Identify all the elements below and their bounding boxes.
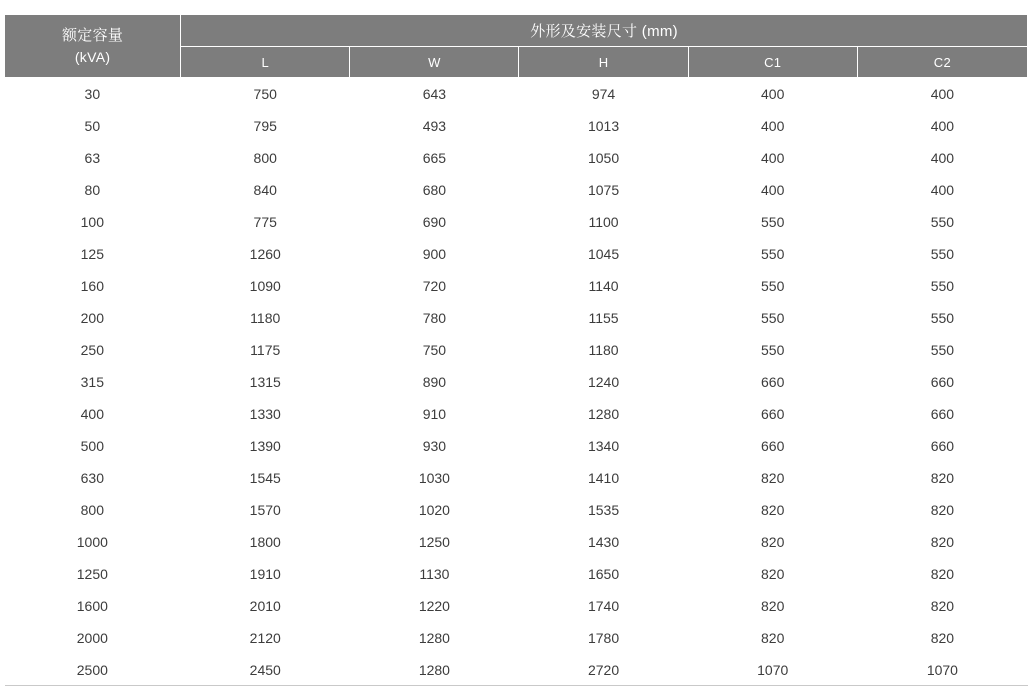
table-row xyxy=(5,398,1028,430)
cell-c2: 820 xyxy=(857,558,1027,590)
header-dim-c2: C2 xyxy=(857,47,1027,78)
cell-c2: 400 xyxy=(857,110,1027,142)
cell-c2: 820 xyxy=(857,462,1027,494)
cell-w: 1280 xyxy=(350,654,519,686)
cell-h: 1410 xyxy=(519,462,688,494)
table-row xyxy=(5,462,1028,494)
cell-c2: 400 xyxy=(857,174,1027,206)
cell-c2: 820 xyxy=(857,622,1027,654)
cell-l: 2010 xyxy=(181,590,350,622)
cell-l: 775 xyxy=(181,206,350,238)
cell-l: 1800 xyxy=(181,526,350,558)
cell-w: 665 xyxy=(350,142,519,174)
table-row xyxy=(5,526,1028,558)
cell-h: 1155 xyxy=(519,302,688,334)
cell-kva: 1600 xyxy=(5,590,181,622)
cell-kva: 1250 xyxy=(5,558,181,590)
cell-l: 1260 xyxy=(181,238,350,270)
cell-w: 1030 xyxy=(350,462,519,494)
table-header xyxy=(5,15,1028,78)
cell-l: 1390 xyxy=(181,430,350,462)
cell-c1: 400 xyxy=(688,110,857,142)
cell-w: 690 xyxy=(350,206,519,238)
header-dim-h: H xyxy=(519,47,688,78)
cell-w: 1130 xyxy=(350,558,519,590)
cell-w: 493 xyxy=(350,110,519,142)
cell-c1: 400 xyxy=(688,78,857,110)
cell-h: 1050 xyxy=(519,142,688,174)
cell-h: 1180 xyxy=(519,334,688,366)
cell-h: 1740 xyxy=(519,590,688,622)
cell-h: 1045 xyxy=(519,238,688,270)
cell-c2: 820 xyxy=(857,494,1027,526)
cell-c2: 820 xyxy=(857,590,1027,622)
table-row xyxy=(5,142,1028,174)
cell-c2: 550 xyxy=(857,270,1027,302)
table-row xyxy=(5,302,1028,334)
cell-l: 840 xyxy=(181,174,350,206)
cell-l: 800 xyxy=(181,142,350,174)
cell-l: 1330 xyxy=(181,398,350,430)
cell-kva: 315 xyxy=(5,366,181,398)
cell-kva: 63 xyxy=(5,142,181,174)
cell-w: 750 xyxy=(350,334,519,366)
table-row xyxy=(5,238,1028,270)
cell-l: 1315 xyxy=(181,366,350,398)
cell-kva: 630 xyxy=(5,462,181,494)
cell-c1: 550 xyxy=(688,270,857,302)
cell-c2: 660 xyxy=(857,398,1027,430)
cell-c1: 660 xyxy=(688,366,857,398)
cell-c1: 550 xyxy=(688,302,857,334)
cell-kva: 250 xyxy=(5,334,181,366)
cell-h: 1013 xyxy=(519,110,688,142)
cell-c1: 820 xyxy=(688,462,857,494)
cell-kva: 100 xyxy=(5,206,181,238)
cell-c2: 550 xyxy=(857,302,1027,334)
cell-kva: 200 xyxy=(5,302,181,334)
table-row xyxy=(5,366,1028,398)
table-body xyxy=(5,78,1028,686)
cell-w: 1020 xyxy=(350,494,519,526)
table-row xyxy=(5,558,1028,590)
cell-h: 974 xyxy=(519,78,688,110)
cell-kva: 50 xyxy=(5,110,181,142)
cell-l: 750 xyxy=(181,78,350,110)
cell-kva: 800 xyxy=(5,494,181,526)
cell-l: 1090 xyxy=(181,270,350,302)
cell-h: 1240 xyxy=(519,366,688,398)
cell-w: 720 xyxy=(350,270,519,302)
cell-kva: 400 xyxy=(5,398,181,430)
cell-l: 795 xyxy=(181,110,350,142)
table-row xyxy=(5,430,1028,462)
cell-h: 1650 xyxy=(519,558,688,590)
cell-w: 890 xyxy=(350,366,519,398)
cell-c1: 550 xyxy=(688,206,857,238)
table-row xyxy=(5,78,1028,110)
cell-w: 1280 xyxy=(350,622,519,654)
table-row xyxy=(5,622,1028,654)
table-row xyxy=(5,494,1028,526)
cell-l: 2450 xyxy=(181,654,350,686)
cell-h: 1780 xyxy=(519,622,688,654)
cell-c2: 660 xyxy=(857,430,1027,462)
cell-c2: 550 xyxy=(857,334,1027,366)
cell-c2: 550 xyxy=(857,238,1027,270)
table-row xyxy=(5,334,1028,366)
cell-l: 2120 xyxy=(181,622,350,654)
cell-h: 1100 xyxy=(519,206,688,238)
cell-c2: 400 xyxy=(857,78,1027,110)
cell-l: 1545 xyxy=(181,462,350,494)
table-row xyxy=(5,654,1028,686)
cell-c1: 820 xyxy=(688,558,857,590)
cell-c1: 660 xyxy=(688,430,857,462)
cell-w: 1220 xyxy=(350,590,519,622)
cell-h: 1340 xyxy=(519,430,688,462)
cell-kva: 160 xyxy=(5,270,181,302)
cell-w: 900 xyxy=(350,238,519,270)
table-row xyxy=(5,206,1028,238)
cell-h: 1140 xyxy=(519,270,688,302)
header-dim-c1: C1 xyxy=(688,47,857,78)
cell-c2: 400 xyxy=(857,142,1027,174)
cell-h: 2720 xyxy=(519,654,688,686)
cell-h: 1535 xyxy=(519,494,688,526)
header-dimensions-group: 外形及安装尺寸 (mm) xyxy=(181,15,1028,47)
cell-c1: 400 xyxy=(688,174,857,206)
cell-kva: 2000 xyxy=(5,622,181,654)
cell-c1: 550 xyxy=(688,334,857,366)
cell-w: 910 xyxy=(350,398,519,430)
cell-c1: 550 xyxy=(688,238,857,270)
cell-h: 1075 xyxy=(519,174,688,206)
cell-w: 780 xyxy=(350,302,519,334)
cell-c2: 1070 xyxy=(857,654,1027,686)
dimensions-table xyxy=(4,14,1028,686)
cell-w: 643 xyxy=(350,78,519,110)
table-row xyxy=(5,174,1028,206)
header-dim-w: W xyxy=(350,47,519,78)
cell-c1: 820 xyxy=(688,526,857,558)
cell-l: 1180 xyxy=(181,302,350,334)
cell-kva: 30 xyxy=(5,78,181,110)
cell-c1: 820 xyxy=(688,590,857,622)
cell-kva: 500 xyxy=(5,430,181,462)
cell-l: 1910 xyxy=(181,558,350,590)
cell-kva: 1000 xyxy=(5,526,181,558)
cell-h: 1430 xyxy=(519,526,688,558)
table-header-row-1 xyxy=(5,15,1028,47)
cell-kva: 80 xyxy=(5,174,181,206)
cell-h: 1280 xyxy=(519,398,688,430)
cell-w: 680 xyxy=(350,174,519,206)
cell-c1: 820 xyxy=(688,622,857,654)
cell-c2: 820 xyxy=(857,526,1027,558)
cell-c1: 820 xyxy=(688,494,857,526)
header-rated-capacity-unit: (kVA) xyxy=(74,48,111,65)
cell-kva: 2500 xyxy=(5,654,181,686)
cell-w: 1250 xyxy=(350,526,519,558)
cell-c2: 660 xyxy=(857,366,1027,398)
table-row xyxy=(5,270,1028,302)
cell-kva: 125 xyxy=(5,238,181,270)
cell-c1: 400 xyxy=(688,142,857,174)
cell-w: 930 xyxy=(350,430,519,462)
cell-l: 1570 xyxy=(181,494,350,526)
header-rated-capacity xyxy=(5,15,181,78)
header-dim-l: L xyxy=(181,47,350,78)
table-row xyxy=(5,110,1028,142)
cell-c1: 1070 xyxy=(688,654,857,686)
table-row xyxy=(5,590,1028,622)
cell-c1: 660 xyxy=(688,398,857,430)
cell-l: 1175 xyxy=(181,334,350,366)
cell-c2: 550 xyxy=(857,206,1027,238)
header-rated-capacity-label: 额定容量 xyxy=(61,26,124,44)
